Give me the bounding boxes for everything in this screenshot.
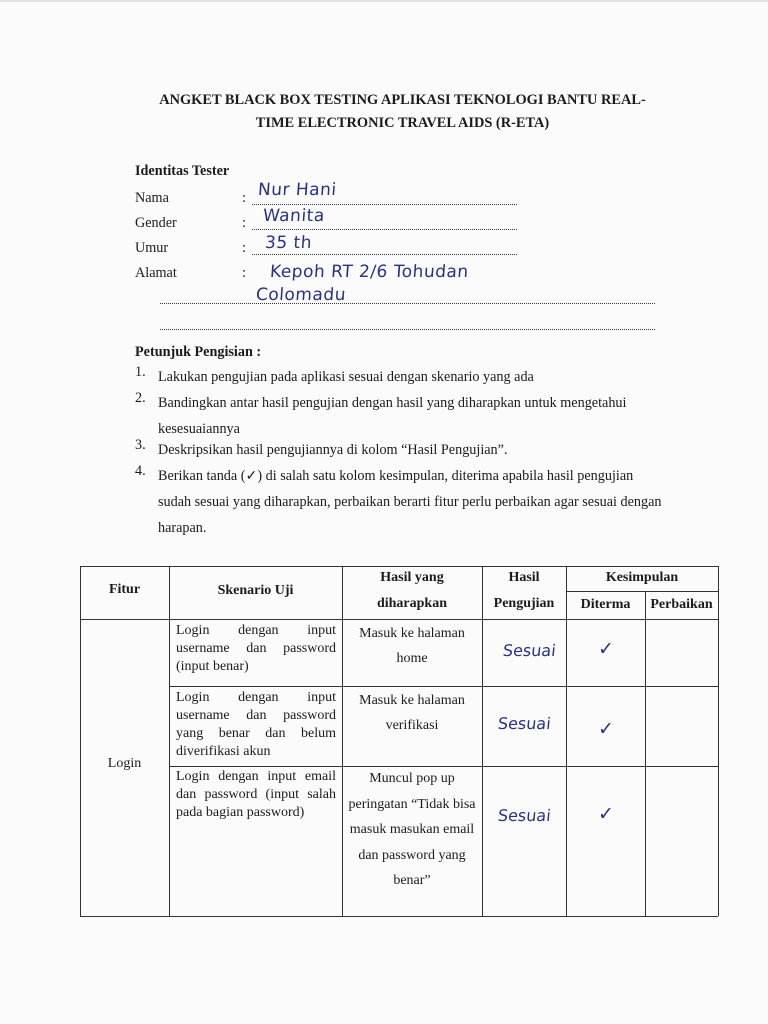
row3-hasil-handwritten: Sesuai — [497, 806, 552, 825]
header-kesimpulan: Kesimpulan — [605, 570, 679, 585]
title-line-2: TIME ELECTRONIC TRAVEL AIDS (R-ETA) — [255, 115, 550, 131]
label-nama: Nama — [135, 190, 169, 206]
nama-dotted-line — [252, 204, 517, 205]
instruction-text: Berikan tanda (✓) di salah satu kolom kesimpulan, diterima apabila hasil pengujian sudah sesuai yang diharapkan, perbaikan berarti fitur perlu perbaikan agar sesuai dengan harapan. — [158, 468, 662, 536]
header-bottom-line — [80, 619, 718, 620]
colon-nama: : — [242, 190, 246, 206]
table-border-top — [80, 566, 718, 567]
row2-skenario: Login dengan input username dan password yang benar dan belum diverifikasi akun — [176, 690, 336, 759]
row1-skenario: Login dengan input username dan password (input benar) — [176, 623, 336, 674]
gender-dotted-line — [252, 229, 517, 230]
label-gender: Gender — [135, 215, 177, 231]
table-border-bottom — [80, 916, 718, 917]
instructions-heading: Petunjuk Pengisian : — [135, 344, 262, 360]
instruction-number: 4. — [135, 463, 146, 479]
row2-diterima-check-icon: ✓ — [598, 718, 614, 740]
header-diterima: Diterma — [580, 597, 631, 612]
instruction-number: 2. — [135, 390, 146, 406]
row1-harapan: Masuk ke halaman home — [359, 626, 465, 666]
row1-diterima-check-icon: ✓ — [598, 638, 614, 660]
title-line-1: ANGKET BLACK BOX TESTING APLIKASI TEKNOLOGI BANTU REAL- — [159, 92, 646, 108]
instruction-number: 3. — [135, 437, 146, 453]
instruction-text: Deskripsikan hasil pengujiannya di kolom “Hasil Pengujian”. — [158, 442, 508, 458]
kesimpulan-subheader-line — [566, 591, 718, 592]
row2-hasil-handwritten: Sesuai — [497, 714, 552, 733]
alamat-handwritten-value-2: Colomadu — [255, 285, 347, 305]
alamat-dotted-line-2 — [160, 329, 655, 330]
page-top-edge — [0, 0, 768, 2]
gender-handwritten-value: Wanita — [262, 206, 326, 226]
alamat-handwritten-value: Kepoh RT 2/6 Tohudan — [269, 262, 470, 282]
identity-heading: Identitas Tester — [135, 163, 230, 179]
row1-hasil-handwritten: Sesuai — [502, 641, 557, 660]
row3-harapan: Muncul pop up peringatan “Tidak bisa masuk masukan email dan password yang benar” — [348, 771, 476, 888]
row3-skenario: Login dengan input email dan password (input salah pada bagian password) — [176, 769, 336, 820]
test-results-table — [80, 566, 718, 916]
header-perbaikan: Perbaikan — [650, 597, 713, 612]
colon-alamat: : — [242, 265, 246, 281]
alamat-dotted-line-1 — [160, 303, 655, 304]
instruction-text: Lakukan pengujian pada aplikasi sesuai dengan skenario yang ada — [158, 369, 534, 385]
table-border-right — [718, 566, 719, 916]
header-hasil-pengujian-2: Pengujian — [493, 596, 555, 611]
header-hasil-pengujian-1: Hasil — [508, 570, 540, 585]
label-alamat: Alamat — [135, 265, 177, 281]
header-fitur: Fitur — [108, 582, 141, 597]
document-title — [130, 89, 675, 135]
umur-handwritten-value: 35 th — [264, 233, 313, 253]
header-skenario: Skenario Uji — [217, 583, 294, 598]
nama-handwritten-value: Nur Hani — [257, 180, 338, 200]
colon-umur: : — [242, 240, 246, 256]
header-hasil-diharapkan-2: diharapkan — [376, 596, 448, 611]
instruction-number: 1. — [135, 364, 146, 380]
label-umur: Umur — [135, 240, 169, 256]
row3-diterima-check-icon: ✓ — [598, 803, 614, 825]
col-line — [645, 591, 646, 916]
row2-harapan: Masuk ke halaman verifikasi — [359, 693, 465, 733]
umur-dotted-line — [252, 254, 517, 255]
colon-gender: : — [242, 215, 246, 231]
instruction-text: Bandingkan antar hasil pengujian dengan hasil yang diharapkan untuk mengetahui kesesuaiannya — [158, 395, 627, 437]
header-hasil-diharapkan-1: Hasil yang — [380, 570, 444, 585]
row-line — [169, 686, 718, 687]
fitur-login-cell: Login — [107, 756, 142, 771]
